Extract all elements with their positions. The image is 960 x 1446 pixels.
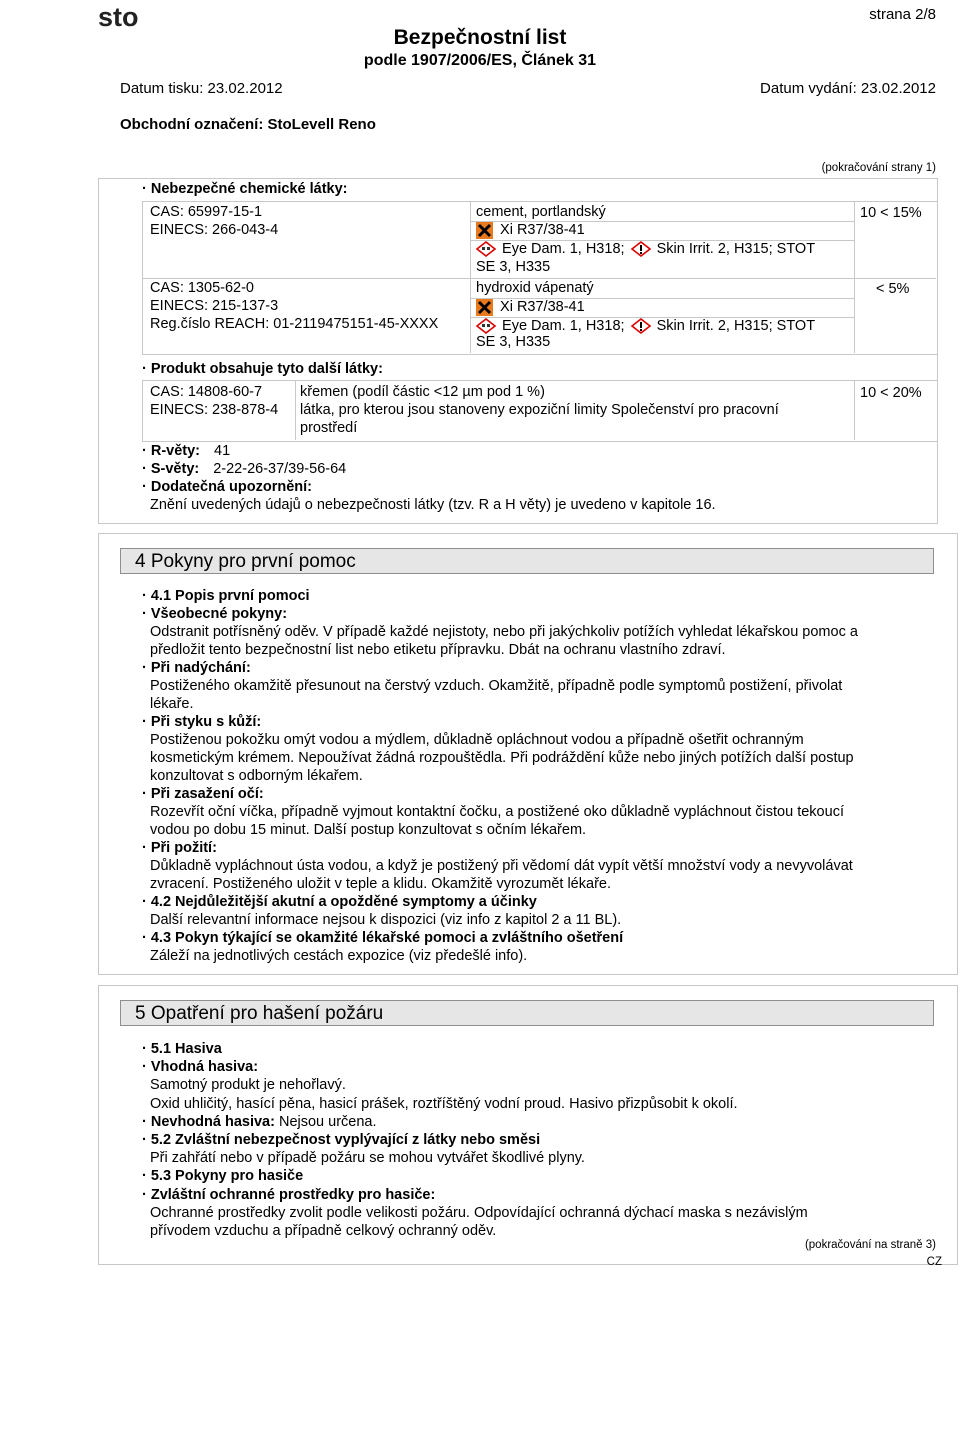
subsection-heading: · Při požití: — [142, 840, 217, 856]
paragraph-line: Oxid uhličitý, hasící pěna, hasicí prášek, roztříštěný vodní proud. Hasivo přizpůsobit k okolí. — [150, 1095, 738, 1112]
r-classification: Xi R37/38-41 — [476, 222, 585, 239]
substance-description-cont: prostředí — [300, 420, 358, 436]
issue-date: Datum vydání: 23.02.2012 — [760, 80, 936, 97]
additional-notes-text: Znění uvedených údajů o nebezpečnosti látky (tzv. R a H věty) je uvedeno v kapitole 16. — [150, 497, 716, 513]
substance-description: látka, pro kterou jsou stanoveny expoziční limity Společenství pro pracovní — [300, 402, 779, 418]
paragraph-line: Samotný produkt je nehořlavý. — [150, 1077, 346, 1094]
print-date: Datum tisku: 23.02.2012 — [120, 80, 283, 97]
hazardous-heading: · Nebezpečné chemické látky: — [142, 181, 348, 197]
harmful-cross-icon — [476, 299, 493, 316]
additional-notes-heading: · Dodatečná upozornění: — [142, 479, 312, 495]
exclamation-pictogram-icon — [631, 318, 651, 334]
paragraph-line: zvracení. Postiženého uložit v teple a klidu. Okamžitě vyrozumět lékaře. — [150, 876, 611, 892]
paragraph-line: lékaře. — [150, 696, 194, 712]
paragraph-line: konzultovat s odborným lékařem. — [150, 768, 363, 784]
subsection-heading: · 4.3 Pokyn týkající se okamžité lékařské pomoci a zvláštního ošetření — [142, 930, 624, 946]
cas-number: CAS: 14808-60-7 — [150, 384, 263, 400]
paragraph-line: Důkladně vypláchnout ústa vodou, a když je postižený při vědomí dát vypít větší množství vody a nevyvolávat — [150, 858, 853, 874]
paragraph-line: předložit tento bezpečnostní list nebo etiketu přípravku. Dbát na ochranu vlastního zdraví. — [150, 642, 726, 658]
paragraph-line: přívodem vzduchu a případně celkový ochranný oděv. — [150, 1223, 497, 1239]
paragraph-line: Rozevřít oční víčka, případně vyjmout kontaktní čočku, a postižené oko důkladně vypláchnout čistou tekoucí — [150, 804, 844, 820]
paragraph-line: Další relevantní informace nejsou k dispozici (viz info z kapitol 2 a 11 BL). — [150, 912, 622, 928]
trade-name: Obchodní označení: StoLevell Reno — [120, 116, 376, 133]
subsection-heading: · Při styku s kůží: — [142, 714, 262, 730]
subsection-heading: · Všeobecné pokyny: — [142, 606, 288, 622]
continuation-to: (pokračování na straně 3) — [804, 1239, 936, 1251]
reach-number: Reg.číslo REACH: 01-2119475151-45-XXXX — [150, 316, 439, 332]
other-substances-heading: · Produkt obsahuje tyto další látky: — [142, 361, 383, 377]
page-number: strana 2/8 — [869, 6, 936, 23]
cas-number: CAS: 1305-62-0 — [150, 280, 254, 296]
einecs-number: EINECS: 266-043-4 — [150, 222, 279, 238]
harmful-cross-icon — [476, 222, 493, 239]
r-classification: Xi R37/38-41 — [476, 299, 585, 316]
country-code: CZ — [926, 1256, 942, 1268]
subsection-heading: · 5.2 Zvláštní nebezpečnost vyplývající z látky nebo směsi — [142, 1132, 541, 1148]
paragraph-line: Záleží na jednotlivých cestách expozice (viz předešlé info). — [150, 948, 528, 964]
document-title: Bezpečnostní list — [393, 26, 567, 49]
ghs-classification: Eye Dam. 1, H318; Skin Irrit. 2, H315; STOT — [476, 318, 815, 334]
subsection-heading: · 5.3 Pokyny pro hasiče — [142, 1168, 304, 1185]
section-4-title: 4 Pokyny pro první pomoc — [120, 548, 934, 574]
subsection-heading: · 5.1 Hasiva — [142, 1041, 222, 1057]
paragraph-line: Postiženou pokožku omýt vodou a mýdlem, důkladně opláchnout vodou a případně ošetřit ochranným — [150, 732, 804, 748]
einecs-number: EINECS: 215-137-3 — [150, 298, 279, 314]
paragraph-line: vodou po dobu 15 minut. Další postup konzultovat s očním lékařem. — [150, 822, 587, 838]
substance-name: křemen (podíl částic <12 µm pod 1 %) — [300, 384, 545, 400]
exclamation-pictogram-icon — [631, 241, 651, 257]
corrosion-pictogram-icon — [476, 318, 496, 334]
concentration: 10 < 15% — [860, 205, 922, 221]
substance-name: cement, portlandský — [476, 204, 606, 220]
concentration: 10 < 20% — [860, 385, 922, 401]
subsection-heading: · 4.2 Nejdůležitější akutní a opožděné symptomy a účinky — [142, 894, 537, 910]
subsection-heading: · Při nadýchání: — [142, 660, 251, 676]
svg-text:sto: sto — [98, 4, 139, 30]
continuation-from: (pokračování strany 1) — [821, 162, 936, 174]
section-5-title: 5 Opatření pro hašení požáru — [120, 1000, 934, 1026]
subsection-heading: · Při zasažení očí: — [142, 786, 264, 802]
paragraph-line: kosmetickým krémem. Nepoužívat žádná rozpouštědla. Při podráždění kůže nebo jiných potížích další postup — [150, 750, 854, 766]
document-subtitle: podle 1907/2006/ES, Článek 31 — [363, 52, 597, 69]
subsection-heading: · 4.1 Popis první pomoci — [142, 588, 310, 604]
paragraph-line: Odstranit potřísněný oděv. V případě každé nejistoty, nebo při jakýchkoliv potížích vyhledat lékařskou pomoc a — [150, 624, 858, 640]
ghs-classification-cont: SE 3, H335 — [476, 334, 551, 350]
einecs-number: EINECS: 238-878-4 — [150, 402, 279, 418]
paragraph-line: Ochranné prostředky zvolit podle velikosti požáru. Odpovídající ochranná dýchací maska s nezávislým — [150, 1204, 808, 1221]
s-phrases: · S-věty: 2-22-26-37/39-56-64 — [142, 461, 347, 477]
substance-name: hydroxid vápenatý — [476, 280, 594, 296]
subsection-heading: · Vhodná hasiva: — [142, 1059, 259, 1076]
cas-number: CAS: 65997-15-1 — [150, 204, 263, 220]
subsection-heading: · Nevhodná hasiva: Nejsou určena. — [142, 1113, 377, 1130]
corrosion-pictogram-icon — [476, 241, 496, 257]
r-phrases: · R-věty: 41 — [142, 443, 231, 459]
subsection-heading: · Zvláštní ochranné prostředky pro hasiče: — [142, 1186, 436, 1203]
concentration: < 5% — [876, 281, 910, 297]
ghs-classification-cont: SE 3, H335 — [476, 259, 551, 275]
ghs-classification: Eye Dam. 1, H318; Skin Irrit. 2, H315; STOT — [476, 241, 815, 257]
paragraph-line: Postiženého okamžitě přesunout na čerstvý vzduch. Okamžitě, případně podle symptomů postižení, přivolat — [150, 678, 843, 694]
paragraph-line: Při zahřátí nebo v případě požáru se mohou vytvářet škodlivé plyny. — [150, 1150, 585, 1167]
